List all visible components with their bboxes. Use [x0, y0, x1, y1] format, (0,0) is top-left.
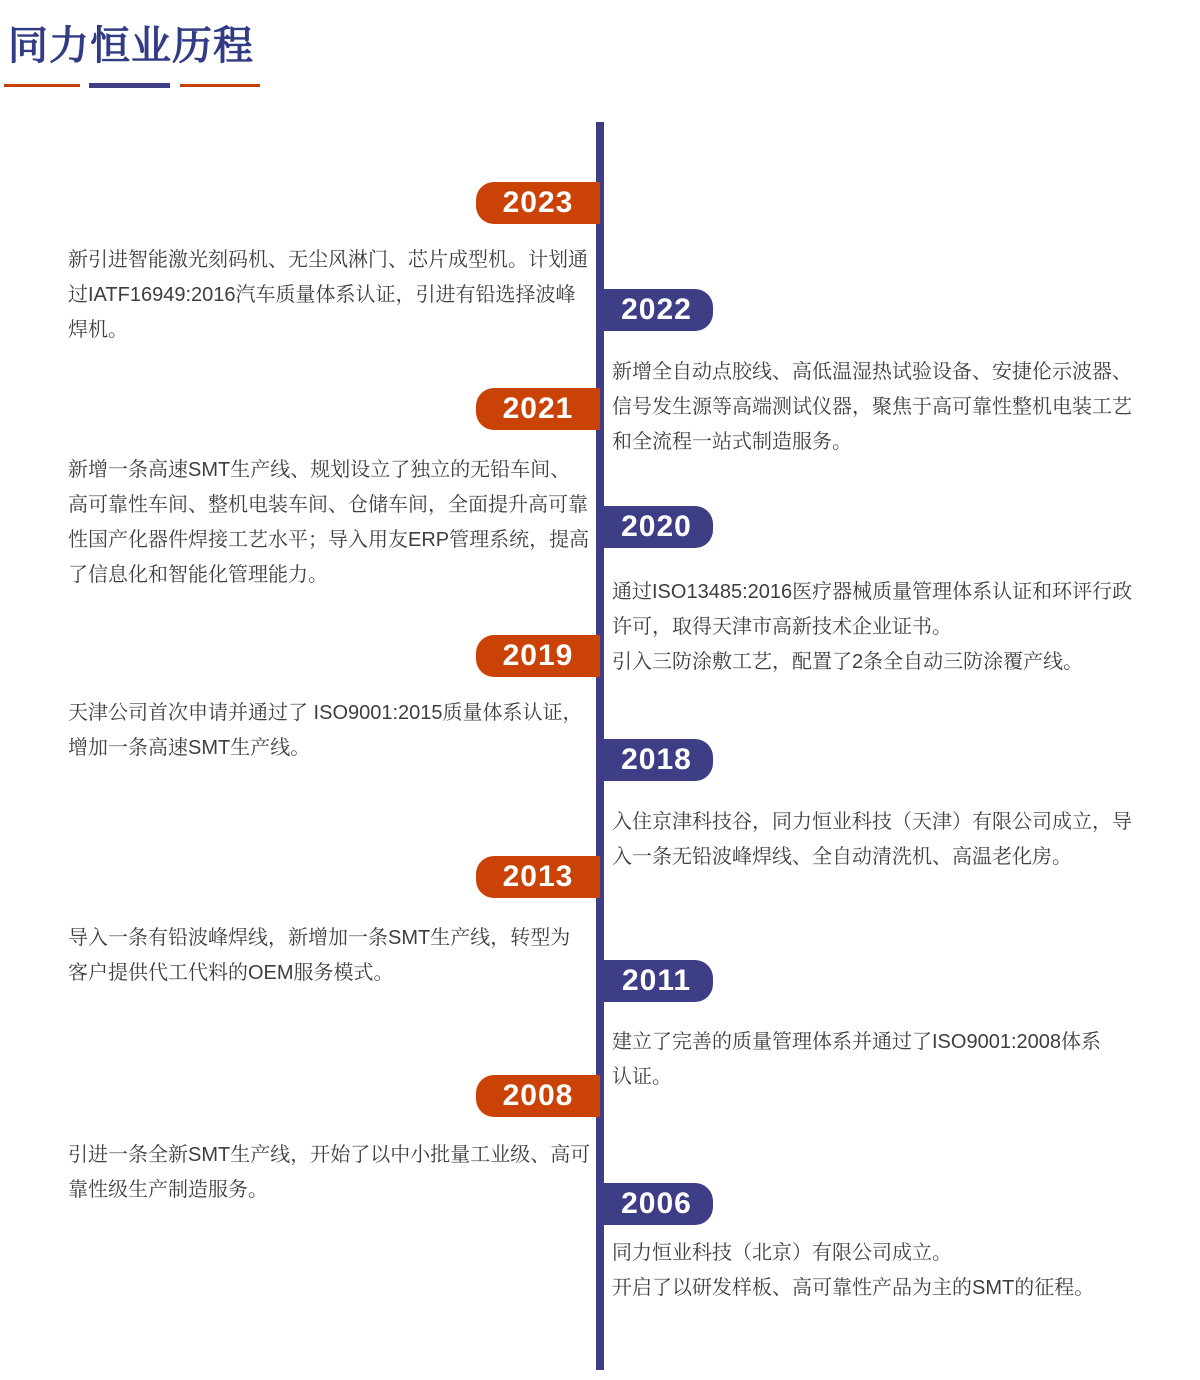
milestone-text-2020: 通过ISO13485:2016医疗器械质量管理体系认证和环评行政 许可，取得天津市高新技术企业证书。 引入三防涂敷工艺，配置了2条全自动三防涂覆产线。 [612, 581, 1133, 673]
year-badge-2021: 2021 [476, 388, 600, 430]
year-badge-2006: 2006 [600, 1183, 713, 1225]
year-badge-2018: 2018 [600, 739, 713, 781]
milestone-text-2011: 建立了完善的质量管理体系并通过了ISO9001:2008体系 认证。 [612, 1031, 1101, 1088]
page-title: 同力恒业历程 [8, 24, 254, 68]
milestone-text-2013: 导入一条有铅波峰焊线，新增加一条SMT生产线，转型为 客户提供代工代料的OEM服务模式。 [68, 927, 571, 984]
milestone-text-2019: 天津公司首次申请并通过了 ISO9001:2015质量体系认证， 增加一条高速SMT生产线。 [68, 702, 583, 759]
title-underline-orange-2 [180, 84, 260, 87]
year-badge-2019: 2019 [476, 635, 600, 677]
milestone-text-2022: 新增全自动点胶线、高低温湿热试验设备、安捷伦示波器、 信号发生源等高端测试仪器，聚焦于高可靠性整机电装工艺 和全流程一站式制造服务。 [612, 361, 1132, 453]
milestone-text-2021: 新增一条高速SMT生产线、规划设立了独立的无铅车间、 高可靠性车间、整机电装车间、仓储车间，全面提升高可靠 性国产化器件焊接工艺水平；导入用友ERP管理系统，提高 了信息化和智能化管理能力。 [68, 459, 590, 586]
title-underline-navy [89, 83, 170, 88]
year-badge-2022: 2022 [600, 289, 713, 331]
milestone-text-2008: 引进一条全新SMT生产线，开始了以中小批量工业级、高可 靠性级生产制造服务。 [68, 1144, 591, 1201]
year-badge-2020: 2020 [600, 506, 713, 548]
title-underline-orange-1 [4, 84, 80, 87]
year-badge-2013: 2013 [476, 856, 600, 898]
milestone-text-2023: 新引进智能激光刻码机、无尘风淋门、芯片成型机。计划通 过IATF16949:2016汽车质量体系认证，引进有铅选择波峰 焊机。 [68, 249, 588, 341]
milestone-text-2006: 同力恒业科技（北京）有限公司成立。 开启了以研发样板、高可靠性产品为主的SMT的征程。 [612, 1242, 1095, 1299]
year-badge-2023: 2023 [476, 182, 600, 224]
year-badge-2008: 2008 [476, 1075, 600, 1117]
milestone-text-2018: 入住京津科技谷，同力恒业科技（天津）有限公司成立，导 入一条无铅波峰焊线、全自动清洗机、高温老化房。 [612, 811, 1132, 868]
year-badge-2011: 2011 [600, 960, 713, 1002]
